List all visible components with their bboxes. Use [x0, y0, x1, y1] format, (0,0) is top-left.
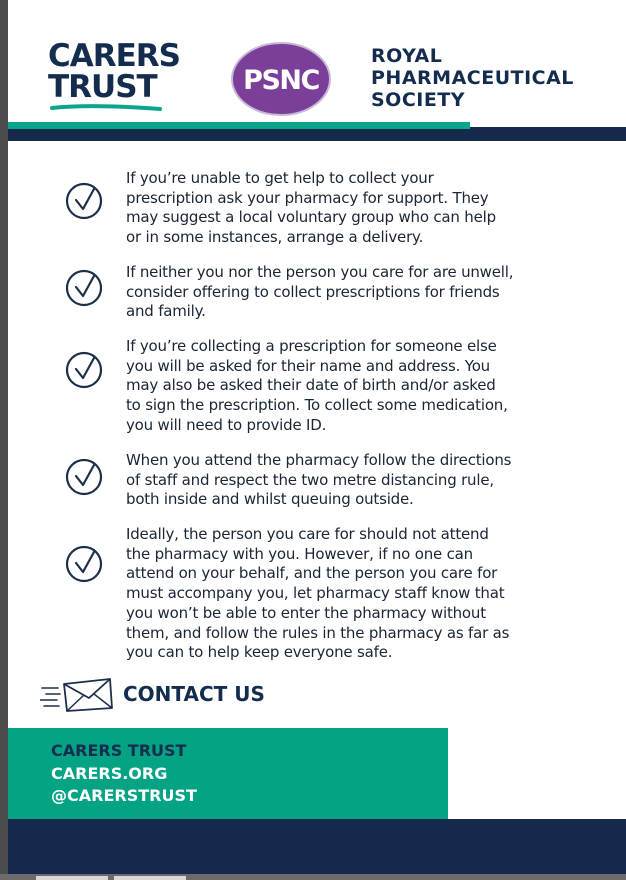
tip-line: you can to help keep everyone safe.	[126, 643, 393, 662]
tip-text	[126, 337, 536, 436]
checkmark-circle-icon	[64, 350, 104, 390]
header-teal-bar	[8, 122, 470, 129]
checkmark-circle-icon	[64, 544, 104, 584]
tip-line: When you attend the pharmacy follow the directions	[126, 451, 512, 469]
tip-line: prescription ask your pharmacy for support. They	[126, 188, 489, 207]
rps-logo-line-3: SOCIETY	[371, 89, 466, 111]
checkmark-circle-icon	[64, 181, 104, 221]
footer-navy-band	[8, 819, 626, 875]
checkmark-circle-icon	[64, 457, 104, 497]
psnc-logo-badge	[230, 41, 332, 117]
tip-line: you will need to provide ID.	[126, 415, 327, 434]
carers-trust-logo-line-2: TRUST	[48, 69, 157, 105]
tip-line: attend on your behalf, and the person you care for	[126, 564, 498, 583]
tip-line: the pharmacy with you. However, if no one can	[126, 544, 473, 563]
tip-text	[126, 263, 536, 322]
tip-line: and family.	[126, 302, 206, 321]
tip-line: If you’re unable to get help to collect your	[126, 169, 434, 187]
footer-website-link[interactable]: CARERS.ORG	[51, 764, 168, 783]
footer-org-name: CARERS TRUST	[51, 741, 187, 760]
tip-text	[126, 169, 536, 248]
rps-logo-line-2: PHARMACEUTICAL	[371, 67, 574, 89]
psnc-logo	[230, 41, 332, 117]
tip-line: both inside and whilst queuing outside.	[126, 490, 414, 509]
tip-text	[126, 451, 536, 510]
viewer-page-tab[interactable]	[36, 876, 108, 880]
tip-text	[126, 525, 536, 663]
tip-line: or in some instances, arrange a delivery.	[126, 228, 424, 247]
tip-line: If you’re collecting a prescription for someone else	[126, 337, 497, 355]
footer-contact-box	[8, 728, 448, 820]
tip-line: must accompany you, let pharmacy staff know that	[126, 584, 505, 603]
header-navy-bar	[8, 127, 626, 141]
envelope-icon	[40, 676, 116, 714]
checkmark-circle-icon	[64, 268, 104, 308]
viewer-bottom-strip	[0, 874, 626, 880]
tip-line: of staff and respect the two metre distancing rule,	[126, 470, 494, 489]
contact-us-heading	[40, 676, 340, 716]
carers-trust-logo-line-1: CARERS	[48, 38, 180, 74]
contact-us-title: CONTACT US	[123, 682, 265, 706]
viewer-page-tab[interactable]	[114, 876, 186, 880]
tip-line: you will be asked for their name and address. You	[126, 356, 490, 375]
rps-logo-line-1: ROYAL	[371, 45, 443, 67]
tip-line: them, and follow the rules in the pharmacy as far as	[126, 623, 510, 642]
footer-social-handle[interactable]: @CARERSTRUST	[51, 786, 197, 805]
page-edge-shadow	[0, 0, 8, 880]
psnc-logo-text: PSNC	[243, 65, 319, 96]
tip-line: may also be asked their date of birth and/or asked	[126, 376, 496, 395]
tip-line: to sign the prescription. To collect some medication,	[126, 396, 508, 415]
tip-line: may suggest a local voluntary group who can help	[126, 208, 496, 227]
carers-trust-logo	[48, 38, 188, 113]
royal-pharmaceutical-society-logo	[371, 45, 601, 111]
tip-line: Ideally, the person you care for should not attend	[126, 525, 489, 543]
tip-line: If neither you nor the person you care for are unwell,	[126, 263, 514, 281]
tip-line: you won’t be able to enter the pharmacy without	[126, 603, 486, 622]
tip-line: consider offering to collect prescriptions for friends	[126, 282, 500, 301]
carers-trust-swoosh-icon	[50, 103, 162, 113]
